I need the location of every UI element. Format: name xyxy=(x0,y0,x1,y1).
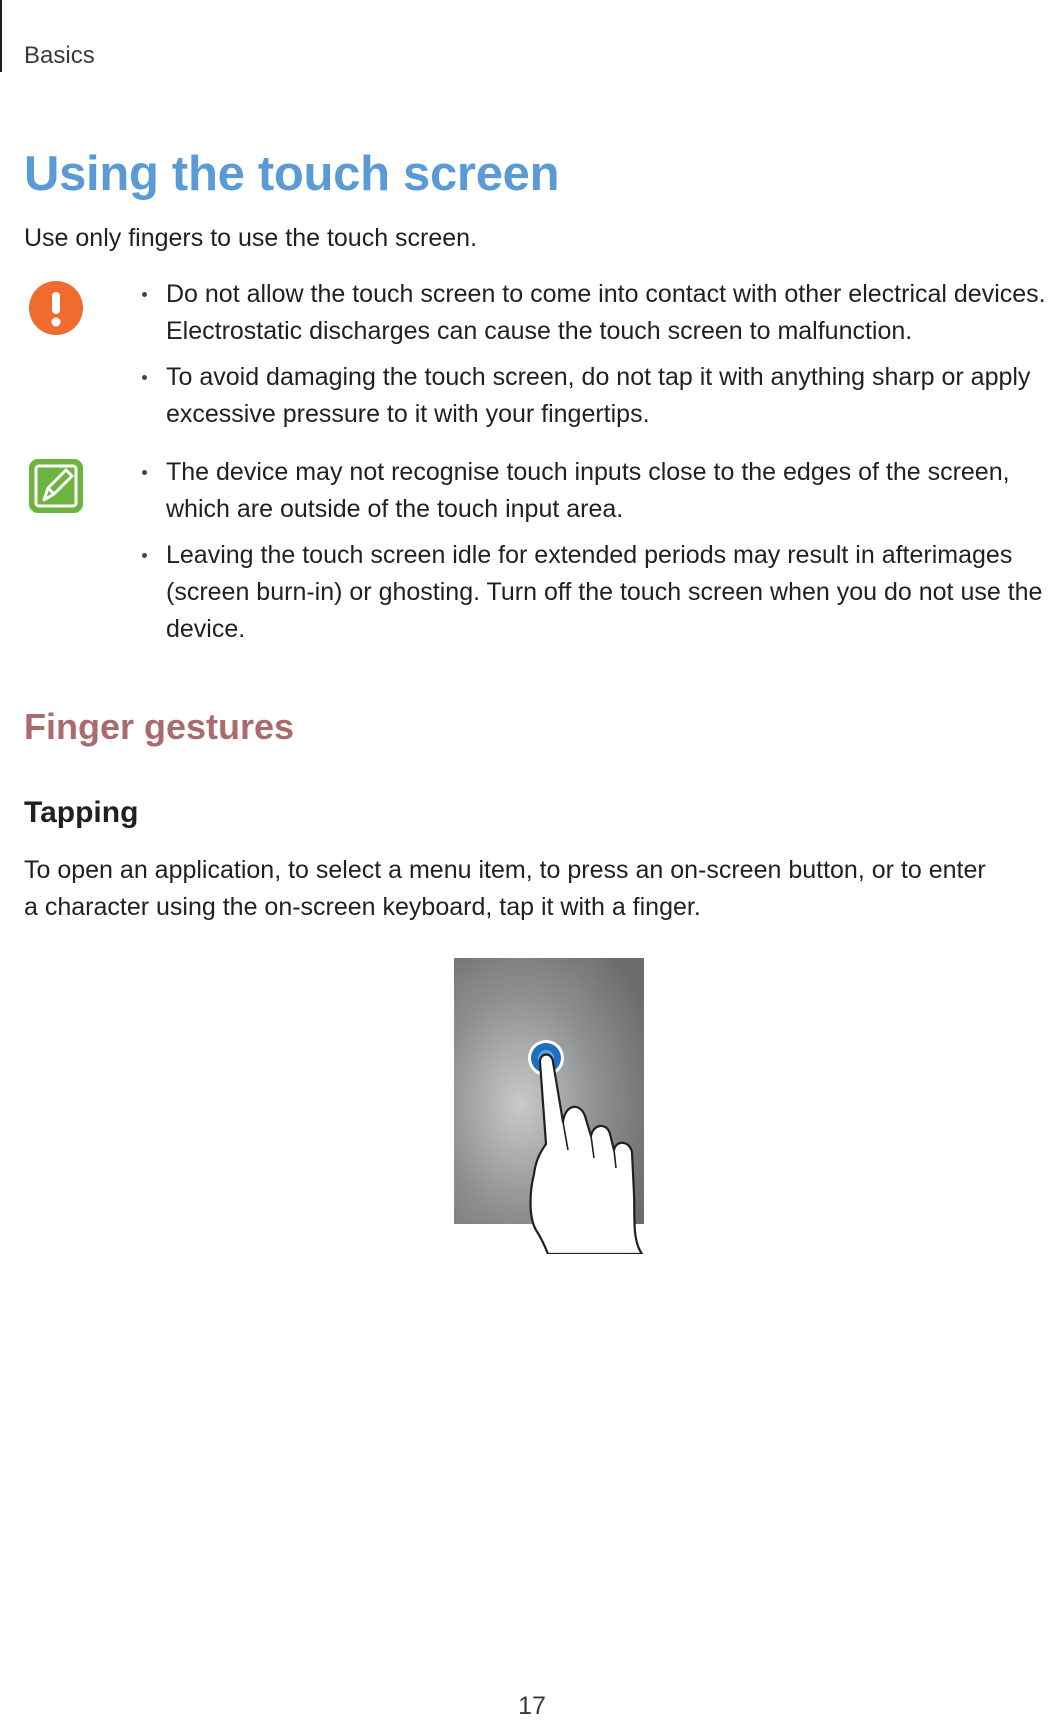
note-list xyxy=(126,454,1064,657)
header-rule xyxy=(0,0,2,72)
tapping-text: To open an application, to select a menu item, to press an on-screen button, or to enter a character using the on-screen keyboard, tap it with a finger. xyxy=(24,856,986,921)
note-item: The device may not recognise touch inputs close to the edges of the screen, which are outside of the touch input area. xyxy=(126,454,1064,528)
page-title: Using the touch screen xyxy=(24,147,560,201)
caution-list xyxy=(126,276,1064,442)
finger-gestures-heading: Finger gestures xyxy=(24,706,295,747)
caution-icon xyxy=(28,280,84,336)
tapping-heading: Tapping xyxy=(24,796,139,829)
page-number: 17 xyxy=(518,1692,546,1720)
section-label: Basics xyxy=(24,42,95,69)
note-icon xyxy=(28,458,84,514)
caution-item: Do not allow the touch screen to come into contact with other electrical devices. Electrostatic discharges can cause the touch screen to malfunction. xyxy=(126,276,1064,350)
note-item: Leaving the touch screen idle for extended periods may result in afterimages (screen burn-in) or ghosting. Turn off the touch screen when you do not use the device. xyxy=(126,537,1064,648)
tapping-illustration xyxy=(452,954,662,1254)
caution-item: To avoid damaging the touch screen, do not tap it with anything sharp or apply excessive pressure to it with your fingertips. xyxy=(126,359,1064,433)
intro-text: Use only fingers to use the touch screen. xyxy=(24,224,478,252)
